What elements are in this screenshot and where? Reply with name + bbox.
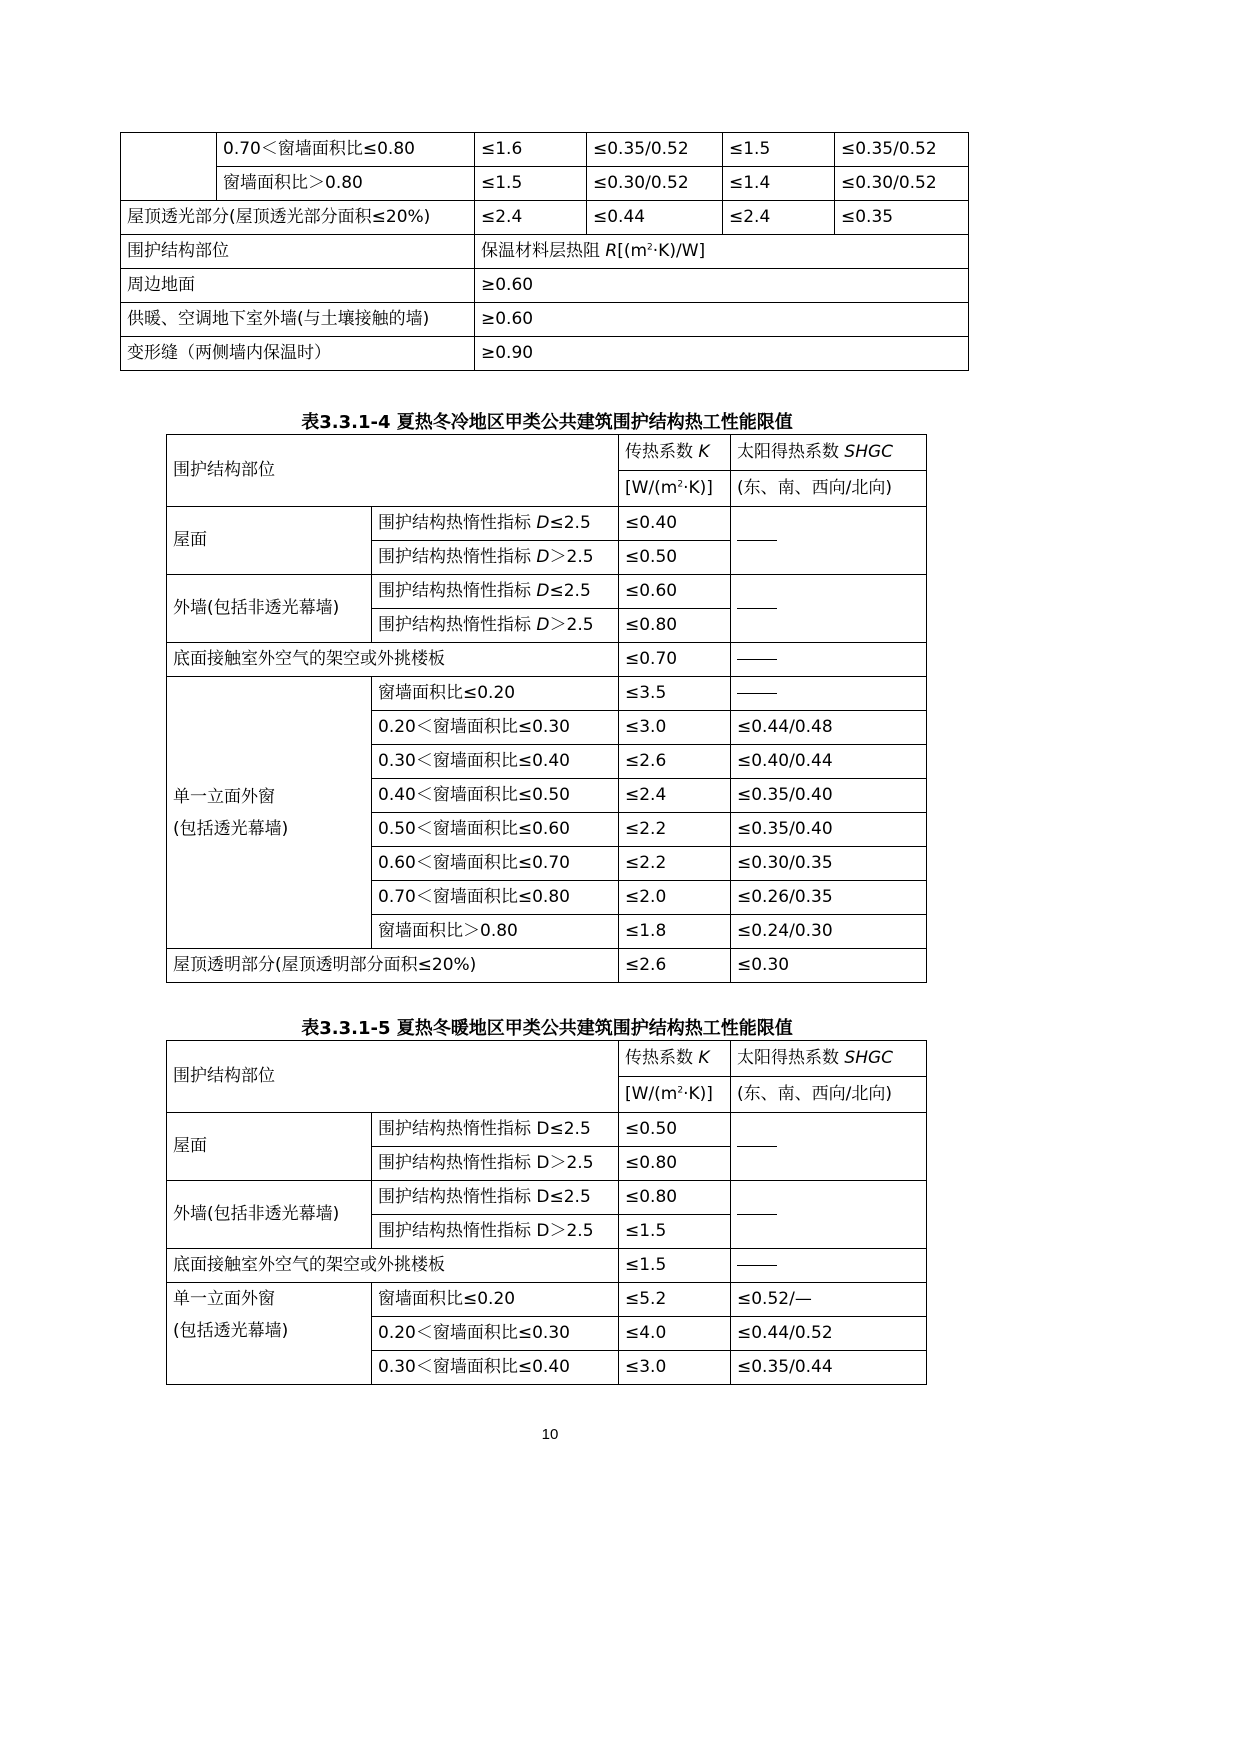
shgc-value: ≤0.35 [835,201,969,235]
dash-icon [737,540,777,541]
k-value: ≤4.0 [619,1317,731,1351]
k-header: 传热系数 K [619,435,731,471]
shgc-header: 太阳得热系数 SHGC [731,1041,927,1077]
shgc-header: 太阳得热系数 SHGC [731,435,927,471]
skylight-label: 屋顶透明部分(屋顶透明部分面积≤20%) [167,949,619,983]
shgc-orientation: (东、南、西向/北向) [731,471,927,507]
condition: 围护结构热惰性指标 D＞2.5 [372,1215,619,1249]
shgc-value: ≤0.24/0.30 [731,915,927,949]
dash-icon [737,1265,777,1266]
table-header-row [167,1041,927,1077]
table-row [121,167,969,201]
shgc-value: ≤0.26/0.35 [731,881,927,915]
condition: 围护结构热惰性指标 D≤2.5 [372,1113,619,1147]
table-row [167,1113,927,1147]
k-header: 传热系数 K [619,1041,731,1077]
k-value: ≤0.60 [619,575,731,609]
wwr-range: 窗墙面积比＞0.80 [217,167,475,201]
condition: 围护结构热惰性指标 D≤2.5 [372,575,619,609]
roof-label: 屋面 [167,507,372,575]
floor-label: 底面接触室外空气的架空或外挑楼板 [167,643,619,677]
shgc-value: ≤0.35/0.44 [731,1351,927,1385]
table-row [121,303,969,337]
k-value: ≤3.0 [619,1351,731,1385]
shgc-na [731,575,927,643]
item-value: ≥0.60 [475,303,969,337]
table-row [121,133,969,167]
shgc-na [731,507,927,575]
dash-icon [737,608,777,609]
roof-label: 屋面 [167,1113,372,1181]
skylight-label: 屋顶透光部分(屋顶透光部分面积≤20%) [121,201,475,235]
k-value: ≤2.4 [475,201,587,235]
shgc-na [731,677,927,711]
condition: 围护结构热惰性指标 D≤2.5 [372,507,619,541]
k-value: ≤3.5 [619,677,731,711]
shgc-value: ≤0.35/0.52 [835,133,969,167]
k-value: ≤0.80 [619,1147,731,1181]
wwr-range: 0.70＜窗墙面积比≤0.80 [217,133,475,167]
condition: 围护结构热惰性指标 D＞2.5 [372,1147,619,1181]
k-value: ≤0.80 [619,609,731,643]
shgc-value: ≤0.30 [731,949,927,983]
part-header: 围护结构部位 [167,1041,619,1113]
k-value: ≤0.40 [619,507,731,541]
k-value: ≤2.4 [723,201,835,235]
wwr-range: 窗墙面积比≤0.20 [372,1283,619,1317]
k-value: ≤1.5 [619,1249,731,1283]
table-continued [120,132,969,371]
table-row [167,677,927,711]
shgc-value: ≤0.44/0.52 [731,1317,927,1351]
dash-icon [737,1214,777,1215]
table-row [167,1181,927,1215]
k-value: ≤0.80 [619,1181,731,1215]
condition: 围护结构热惰性指标 D＞2.5 [372,609,619,643]
wwr-range: 0.30＜窗墙面积比≤0.40 [372,745,619,779]
k-unit: $[W/(m^2\cdot K)]$ [619,1077,731,1113]
wall-label: 外墙(包括非透光幕墙) [167,575,372,643]
k-unit: $[W/(m^2\cdot K)]$ [619,471,731,507]
wwr-range: 0.50＜窗墙面积比≤0.60 [372,813,619,847]
shgc-value: ≤0.30/0.52 [587,167,723,201]
wwr-range: 0.40＜窗墙面积比≤0.50 [372,779,619,813]
table-row [167,507,927,541]
item-label: 周边地面 [121,269,475,303]
table-row [121,337,969,371]
shgc-na [731,643,927,677]
shgc-value: ≤0.35/0.52 [587,133,723,167]
k-value: ≤2.2 [619,813,731,847]
k-value: ≤2.0 [619,881,731,915]
shgc-na [731,1249,927,1283]
wwr-range: 窗墙面积比≤0.20 [372,677,619,711]
wall-label: 外墙(包括非透光幕墙) [167,1181,372,1249]
resistance-header: 保温材料层热阻 $R[(m^2\cdot K)/W]$ [475,235,969,269]
shgc-value: ≤0.35/0.40 [731,813,927,847]
k-value: ≤2.4 [619,779,731,813]
dash-icon [737,1146,777,1147]
table-row [167,949,927,983]
condition: 围护结构热惰性指标 D≤2.5 [372,1181,619,1215]
k-value: ≤2.6 [619,745,731,779]
page-number: 10 [541,1426,559,1443]
k-value: ≤0.70 [619,643,731,677]
wwr-range: 0.20＜窗墙面积比≤0.30 [372,1317,619,1351]
k-value: ≤5.2 [619,1283,731,1317]
shgc-value: ≤0.35/0.40 [731,779,927,813]
table-row [167,643,927,677]
shgc-na [731,1113,927,1181]
k-value: ≤1.5 [619,1215,731,1249]
item-label: 供暖、空调地下室外墙(与土壤接触的墙) [121,303,475,337]
k-value: ≤3.0 [619,711,731,745]
k-value: ≤0.50 [619,1113,731,1147]
part-header: 围护结构部位 [121,235,475,269]
condition: 围护结构热惰性指标 D＞2.5 [372,541,619,575]
shgc-value: ≤0.30/0.52 [835,167,969,201]
k-value: ≤2.2 [619,847,731,881]
k-value: ≤1.4 [723,167,835,201]
floor-label: 底面接触室外空气的架空或外挑楼板 [167,1249,619,1283]
shgc-value: ≤0.44 [587,201,723,235]
table-3-3-1-4 [166,434,927,983]
k-value: ≤1.8 [619,915,731,949]
wwr-range: 0.70＜窗墙面积比≤0.80 [372,881,619,915]
table-row [167,575,927,609]
part-header: 围护结构部位 [167,435,619,507]
shgc-orientation: (东、南、西向/北向) [731,1077,927,1113]
k-value: ≤2.6 [619,949,731,983]
wwr-range: 0.60＜窗墙面积比≤0.70 [372,847,619,881]
k-value: ≤1.6 [475,133,587,167]
shgc-value: ≤0.40/0.44 [731,745,927,779]
wwr-range: 0.30＜窗墙面积比≤0.40 [372,1351,619,1385]
wwr-range: 窗墙面积比＞0.80 [372,915,619,949]
dash-icon [737,659,777,660]
wwr-range: 0.20＜窗墙面积比≤0.30 [372,711,619,745]
k-value: ≤1.5 [475,167,587,201]
table-row [167,1283,927,1317]
table-3-3-1-5 [166,1040,927,1385]
shgc-value: ≤0.30/0.35 [731,847,927,881]
table-caption: 表3.3.1-4 夏热冬冷地区甲类公共建筑围护结构热工性能限值 [301,412,793,433]
table-row [167,1249,927,1283]
window-label: 单一立面外窗 (包括透光幕墙) [167,677,372,949]
merged-label-cell [121,133,217,201]
dash-icon [737,693,777,694]
k-value: ≤1.5 [723,133,835,167]
shgc-value: ≤0.44/0.48 [731,711,927,745]
shgc-value: ≤0.52/— [731,1283,927,1317]
item-label: 变形缝（两侧墙内保温时） [121,337,475,371]
k-value: ≤0.50 [619,541,731,575]
table-caption: 表3.3.1-5 夏热冬暖地区甲类公共建筑围护结构热工性能限值 [301,1018,793,1039]
table-header-row [167,435,927,471]
window-label: 单一立面外窗 (包括透光幕墙) [167,1283,372,1385]
table-row [121,201,969,235]
item-value: ≥0.60 [475,269,969,303]
item-value: ≥0.90 [475,337,969,371]
shgc-na [731,1181,927,1249]
table-row [121,269,969,303]
table-header-row [121,235,969,269]
